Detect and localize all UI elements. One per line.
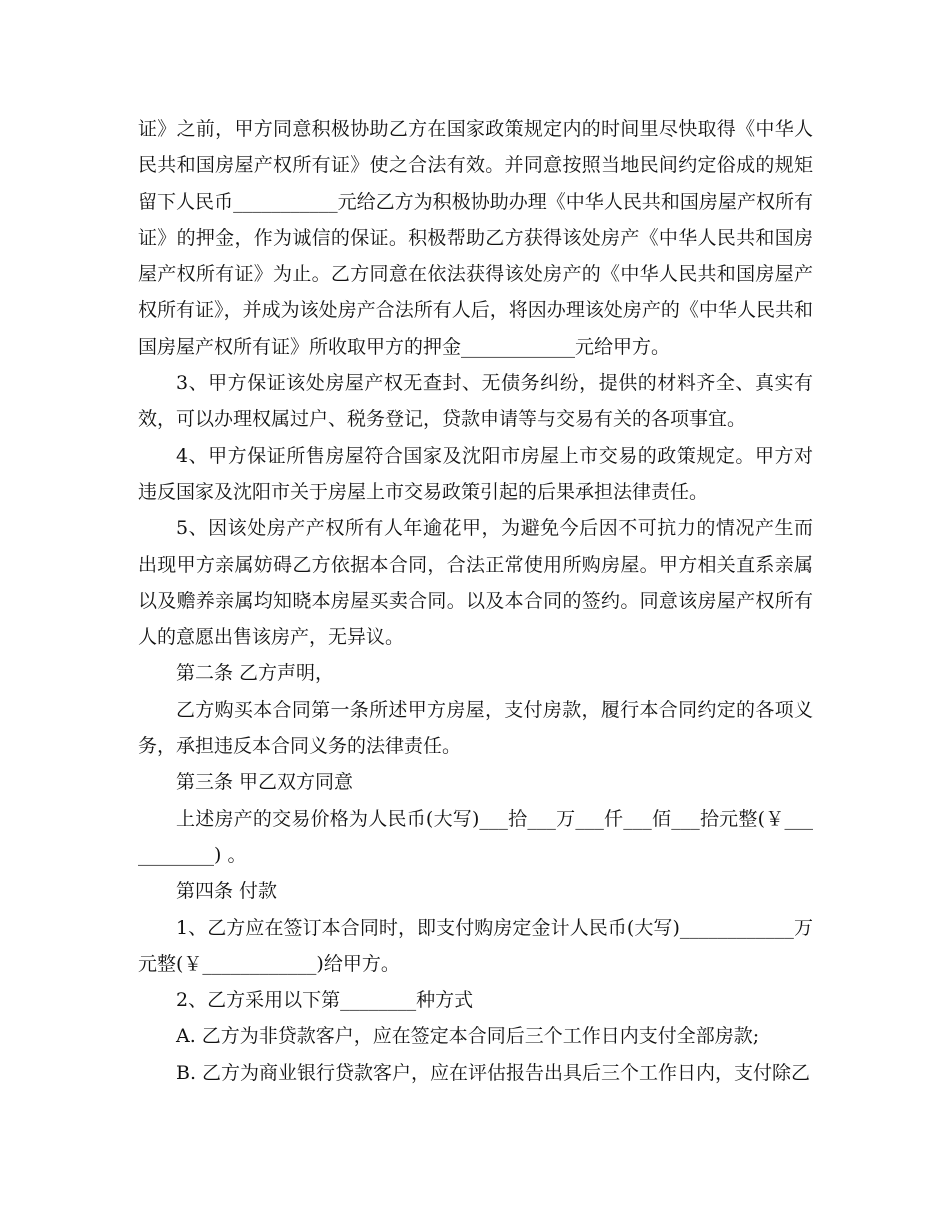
contract-page xyxy=(138,111,813,1091)
heading-article-4: 第四条 付款 xyxy=(176,880,278,903)
paragraph-clause-3: 3、甲方保证该处房屋产权无查封、无债务纠纷，提供的材料齐全、真实有效，可以办理权属过户、税务登记，贷款申请等与交易有关的各项事宜。 xyxy=(138,372,813,431)
paragraph-deposit-clause: 证》之前，甲方同意积极协助乙方在国家政策规定内的时间里尽快取得《中华人民共和国房屋产权所有证》使之合法有效。并同意按照当地民间约定俗成的规矩留下人民币___________元给乙方为积极协助办理《中华人民共和国房屋产权所有证》的押金，作为诚信的保证。积极帮助乙方获得该处房产《中华人民共和国房屋产权所有证》为止。乙方同意在依法获得该处房产的《中华人民共和国房屋产权所有证》，并成为该处房产合法所有人后，将因办理该处房产的《中华人民共和国房屋产权所有证》所收取甲方的押金____________元给甲方。 xyxy=(138,118,813,358)
paragraph-article-3-price: 上述房产的交易价格为人民币(大写)___拾___万___仟___佰___拾元整(￥___________) 。 xyxy=(138,807,813,866)
heading-article-2: 第二条 乙方声明， xyxy=(176,662,335,685)
paragraph-payment-2: 2、乙方采用以下第________种方式 xyxy=(176,989,474,1012)
paragraph-option-b: B. 乙方为商业银行贷款客户，应在评估报告出具后三个工作日内，支付除乙 xyxy=(176,1061,811,1084)
paragraph-article-2-body: 乙方购买本合同第一条所述甲方房屋，支付房款，履行本合同约定的各项义务，承担违反本合同义务的法律责任。 xyxy=(138,698,813,758)
paragraph-option-a: A. 乙方为非贷款客户，应在签定本合同后三个工作日内支付全部房款; xyxy=(176,1025,760,1048)
paragraph-clause-5: 5、因该处房产产权所有人年逾花甲，为避免今后因不可抗力的情况产生而出现甲方亲属妨碍乙方依据本合同，合法正常使用所购房屋。甲方相关直系亲属以及赡养亲属均知晓本房屋买卖合同。以及本合同的签约。同意该房屋产权所有人的意愿出售该房产，无异议。 xyxy=(138,517,813,649)
paragraph-payment-1: 1、乙方应在签订本合同时，即支付购房定金计人民币(大写)____________万元整(￥____________)给甲方。 xyxy=(138,916,813,975)
paragraph-clause-4: 4、甲方保证所售房屋符合国家及沈阳市房屋上市交易的政策规定。甲方对违反国家及沈阳市关于房屋上市交易政策引起的后果承担法律责任。 xyxy=(138,444,813,503)
heading-article-3: 第三条 甲乙双方同意 xyxy=(176,771,354,794)
